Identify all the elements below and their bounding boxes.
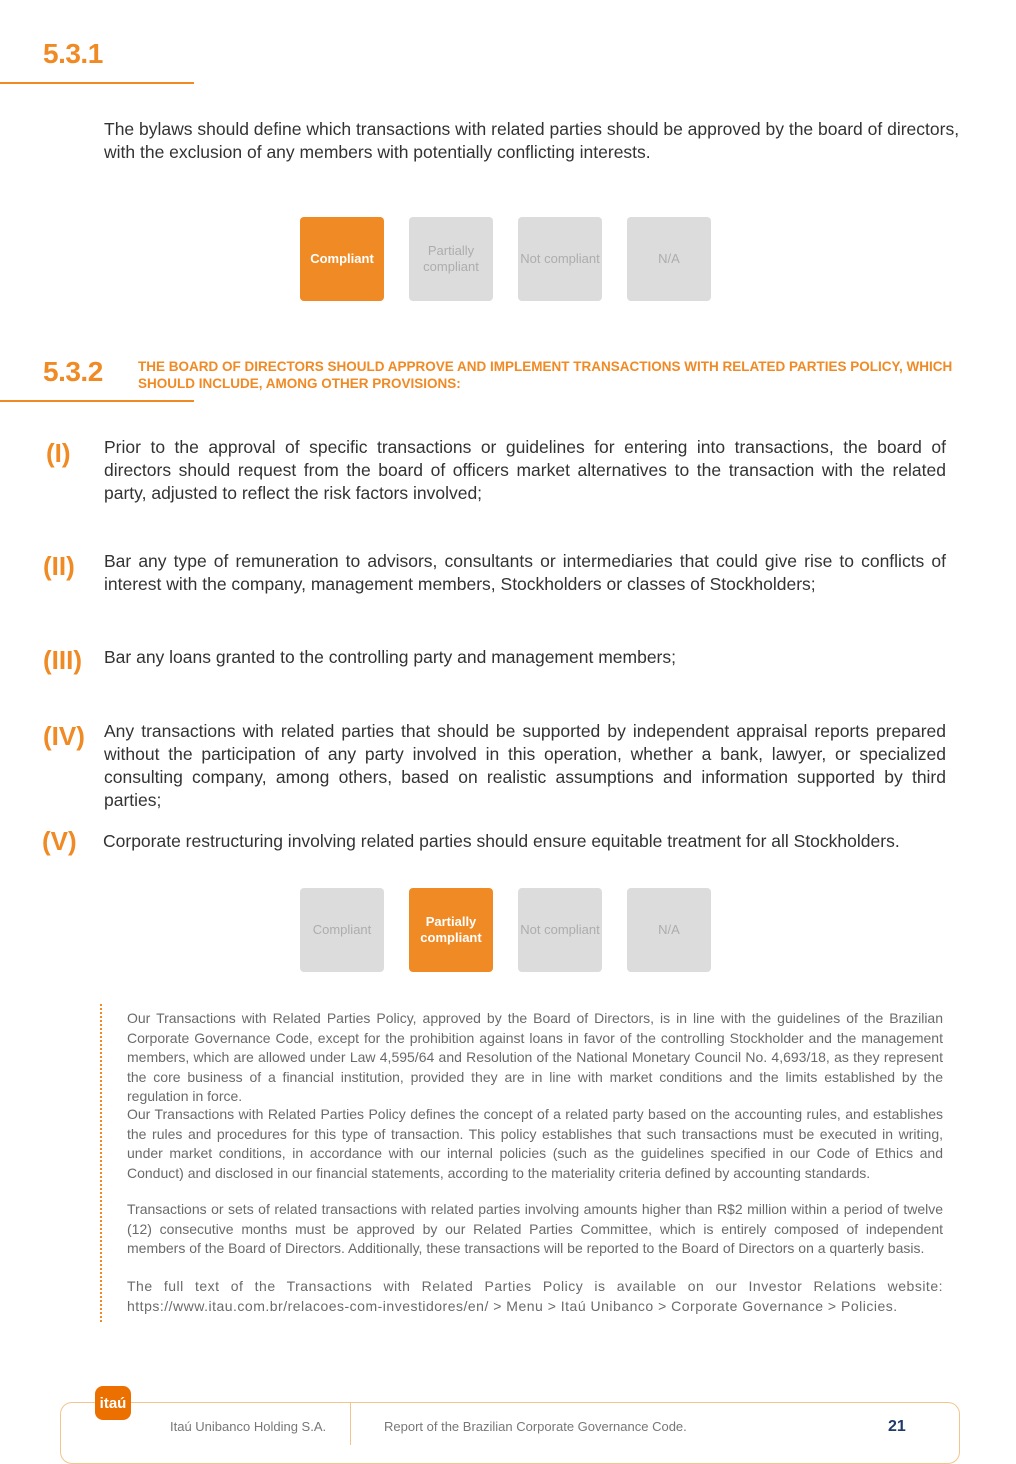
item-text-3: Bar any loans granted to the controlling party and management members; — [104, 647, 676, 667]
status-compliant-531: Compliant — [300, 217, 384, 301]
itau-logo: itaú — [95, 1386, 131, 1420]
status-partially-531: Partially compliant — [409, 217, 493, 301]
status-na-532: N/A — [627, 888, 711, 972]
item-numeral-1: (I) — [46, 438, 71, 468]
item-text-4: Any transactions with related parties that should be supported by independent appraisal reports prepared without the participation of any party involved in this operation, whether a bank, lawyer, or specialized consulting company, among others, based on realistic assumptions and information supported by third parties; — [104, 721, 946, 810]
status-partially-532: Partially compliant — [409, 888, 493, 972]
footer-divider — [350, 1403, 351, 1445]
status-na-531: N/A — [627, 217, 711, 301]
item-numeral-3: (III) — [43, 645, 82, 675]
footer-company: Itaú Unibanco Holding S.A. — [170, 1419, 327, 1434]
item-numeral-5: (V) — [42, 826, 77, 856]
item-numeral-2: (II) — [43, 551, 75, 581]
notes-divider — [100, 1004, 102, 1322]
note-paragraph-4: The full text of the Transactions with Related Parties Policy is available on our Investor Relations website: https://www.itau.com.br/relacoes-com-investidores/en/ > Menu > Itaú Unibanco > Corporate Governance > Policies. — [127, 1278, 943, 1314]
section-number-531: 5.3.1 — [43, 38, 103, 69]
section-text-531: The bylaws should define which transactions with related parties should be approved by the board of directors, with the exclusion of any members with potentially conflicting interests. — [104, 119, 960, 162]
status-not-531: Not compliant — [518, 217, 602, 301]
item-text-1: Prior to the approval of specific transactions or guidelines for entering into transactions, the board of directors should request from the board of officers market alternatives to the transaction with the related party, adjusted to reflect the risk factors involved; — [104, 437, 946, 503]
status-not-532: Not compliant — [518, 888, 602, 972]
status-compliant-532: Compliant — [300, 888, 384, 972]
section-rule-531 — [0, 82, 194, 84]
note-paragraph-2: Our Transactions with Related Parties Policy defines the concept of a related party based on the accounting rules, and establishes the rules and procedures for this type of transaction. This policy establishes that such transactions must be executed in writing, under market conditions, in accordance with our internal policies (such as the guidelines specified in our Code of Ethics and Conduct) and disclosed in our financial statements, according to the materiality criteria defined by accounting standards. — [127, 1106, 943, 1181]
note-paragraph-3: Transactions or sets of related transactions with related parties involving amounts higher than R$2 million within a period of twelve (12) consecutive months must be approved by our Related Parties Committee, which is entirely composed of independent members of the Board of Directors. Additionally, these transactions will be reported to the Board of Directors on a quarterly basis. — [127, 1201, 943, 1256]
item-text-5: Corporate restructuring involving related parties should ensure equitable treatment for all Stockholders. — [103, 831, 900, 851]
item-numeral-4: (IV) — [43, 721, 85, 751]
section-number-532: 5.3.2 — [43, 356, 103, 387]
footer-report-title: Report of the Brazilian Corporate Governance Code. — [384, 1419, 687, 1434]
section-heading-532: THE BOARD OF DIRECTORS SHOULD APPROVE AND IMPLEMENT TRANSACTIONS WITH RELATED PARTIES POLICY, WHICH SHOULD INCLUDE, AMONG OTHER PROVISIONS: — [138, 359, 953, 391]
section-rule-532 — [0, 400, 194, 402]
item-text-2: Bar any type of remuneration to advisors, consultants or intermediaries that could give rise to conflicts of interest with the company, management members, Stockholders or classes of Stockholders; — [104, 551, 946, 594]
page-number: 21 — [888, 1418, 906, 1435]
note-paragraph-1: Our Transactions with Related Parties Policy, approved by the Board of Directors, is in line with the guidelines of the Brazilian Corporate Governance Code, except for the prohibition against loans in favor of the controlling Stockholder and the management members, which are allowed under Law 4,595/64 and Resolution of the National Monetary Council No. 4,693/18, as they represent the core business of a financial institution, provided they are in line with market conditions and the limits established by the regulation in force. — [127, 1010, 943, 1104]
